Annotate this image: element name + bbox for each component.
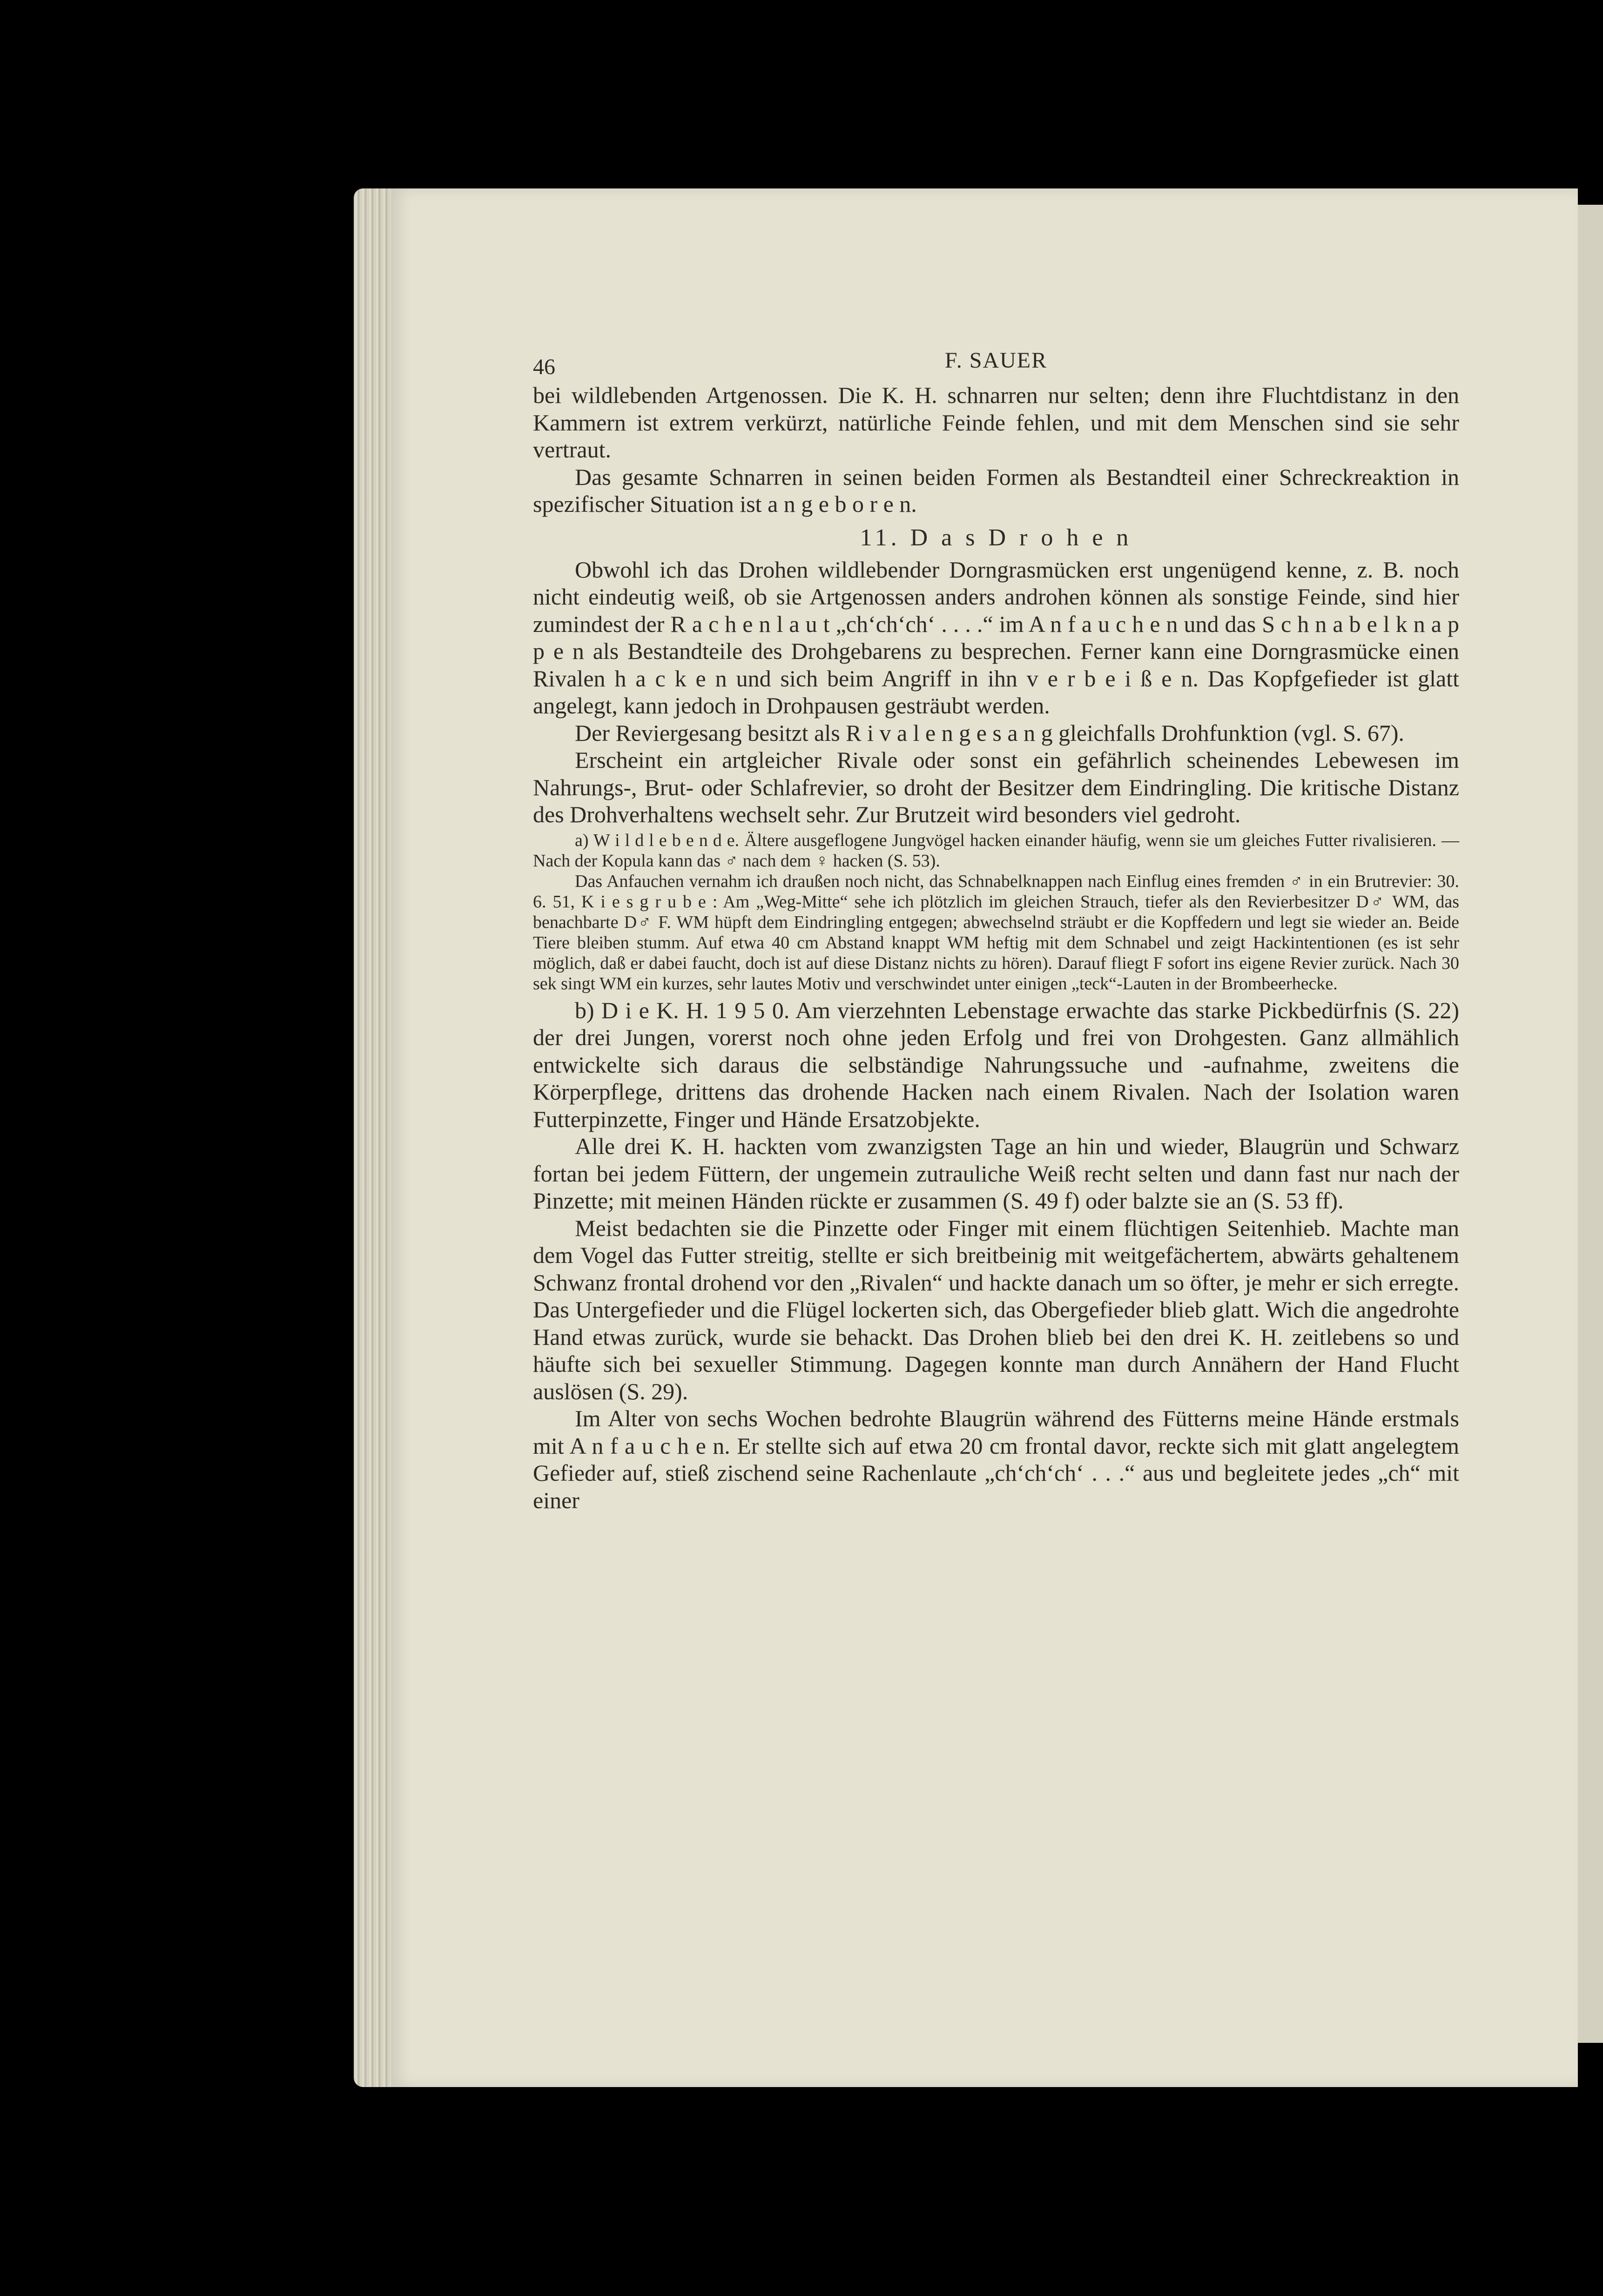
paragraph: b) D i e K. H. 1 9 5 0. Am vierzehnten Lebenstage erwachte das starke Pickbedürfnis (S. 22) der drei Jungen, vorerst noch ohne jeden Erfolg und frei von Drohgesten. Ganz allmählich entwickelte sich daraus die selbständige Nahrungssuche und -aufnahme, zweitens die Körperpflege, drittens das drohende Hacken nach einem Rivalen. Nach der Isolation waren Futterpinzette, Finger und Hände Ersatzobjekte. [533, 997, 1459, 1132]
paragraph: Im Alter von sechs Wochen bedrohte Blaugrün während des Fütterns meine Hände erstmals mit A n f a u c h e n. Er stellte sich auf etwa 20 cm frontal davor, reckte sich mit glatt angelegtem Gefieder auf, stieß zischend seine Rachenlaute „ch‘ch‘ch‘ . . .“ aus und begleitete jedes „ch“ mit einer [533, 1405, 1459, 1513]
small-print-block [533, 830, 1459, 994]
opposite-page-edge [1578, 205, 1603, 2043]
paragraph: bei wildlebenden Artgenossen. Die K. H. schnarren nur selten; denn ihre Fluchtdistanz in den Kammern ist extrem verkürzt, natürliche Feinde fehlen, und mit dem Menschen sind sie sehr vertraut. [533, 382, 1459, 463]
section-heading: 11. D a s D r o h e n [860, 524, 1132, 551]
running-header [533, 342, 1459, 382]
paragraph: Der Reviergesang besitzt als R i v a l e n g e s a n g gleichfalls Drohfunktion (vgl. S. 67). [575, 719, 1405, 746]
page-text [533, 342, 1459, 1514]
page-number: 46 [533, 355, 555, 379]
running-author: F. SAUER [944, 348, 1048, 373]
paragraph: Das gesamte Schnarren in seinen beiden Formen als Bestandteil einer Schreckreaktion in spezifischer Situation ist a n g e b o r e n. [533, 463, 1459, 517]
paragraph: Alle drei K. H. hackten vom zwanzigsten Tage an hin und wieder, Blaugrün und Schwarz fortan bei jedem Füttern, der ungemein zutrauliche Weiß recht selten und dann fast nur nach der Pinzette; mit meinen Händen rückte er zusammen (S. 49 f) oder balzte sie an (S. 53 ff). [533, 1133, 1459, 1214]
paragraph: Meist bedachten sie die Pinzette oder Finger mit einem flüchtigen Seitenhieb. Machte man dem Vogel das Futter streitig, stellte er sich breitbeinig mit weitgefächertem, abwärts gehaltenem Schwanz frontal drohend vor den „Rivalen“ und hackte danach um so öfter, je mehr er sich erregte. Das Untergefieder und die Flügel lockerten sich, das Obergefieder blieb glatt. Wich die angedrohte Hand etwas zurück, wurde sie behackt. Das Drohen blieb bei den drei K. H. zeitlebens so und häufte sich bei sexueller Stimmung. Dagegen konnte man durch Annähern der Hand Flucht auslösen (S. 29). [533, 1215, 1459, 1404]
small-paragraph: a) W i l d l e b e n d e. Ältere ausgeflogene Jungvögel hacken einander häufig, wenn sie um gleiches Futter rivalisieren. — Nach der Kopula kann das ♂ nach dem ♀ hacken (S. 53). [533, 830, 1459, 871]
small-paragraph: Das Anfauchen vernahm ich draußen noch nicht, das Schnabelknappen nach Einflug eines fremden ♂ in ein Brutrevier: 30. 6. 51, K i e s g r u b e : Am „Weg-Mitte“ sehe ich plötzlich im gleichen Strauch, tiefer als den Revierbesitzer D♂ WM, das benachbarte D♂ F. WM hüpft dem Eindringling entgegen; abwechselnd sträubt er die Kopffedern und legt sie wieder an. Beide Tiere bleiben stumm. Auf etwa 40 cm Abstand knappt WM heftig mit dem Schnabel und zeigt Hackintentionen (es ist sehr möglich, daß er dabei faucht, doch ist auf diese Distanz nichts zu hören). Darauf fliegt F sofort ins eigene Revier zurück. Nach 30 sek singt WM ein kurzes, sehr lautes Motiv und verschwindet unter einigen „teck“-Lauten in der Brombeerhecke. [533, 871, 1459, 994]
paragraph: Obwohl ich das Drohen wildlebender Dorngrasmücken erst ungenügend kenne, z. B. noch nicht eindeutig weiß, ob sie Artgenossen anders androhen können als sonstige Feinde, sind hier zumindest der R a c h e n l a u t „ch‘ch‘ch‘ . . . .“ im A n f a u c h e n und das S c h n a b e l k n a p p e n als Bestandteile des Drohgebarens zu besprechen. Ferner kann eine Dorngrasmücke einen Rivalen h a c k e n und sich beim Angriff in ihn v e r b e i ß e n. Das Kopfgefieder ist glatt angelegt, kann jedoch in Drohpausen gesträubt werden. [533, 556, 1459, 718]
paragraph: Erscheint ein artgleicher Rivale oder sonst ein gefährlich scheinendes Lebewesen im Nahrungs-, Brut- oder Schlafrevier, so droht der Besitzer dem Eindringling. Die kritische Distanz des Drohverhaltens wechselt sehr. Zur Brutzeit wird besonders viel gedroht. [533, 747, 1459, 827]
